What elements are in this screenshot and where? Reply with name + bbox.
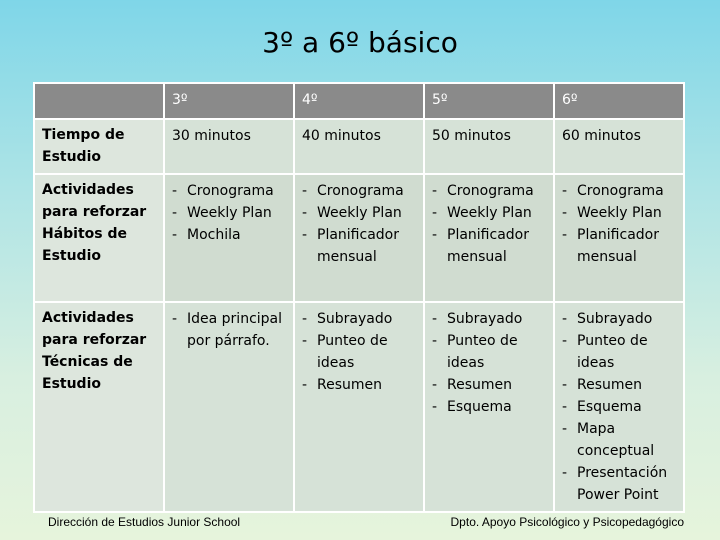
cell-text: 40 minutos (302, 128, 381, 144)
list-item: - Weekly Plan (172, 202, 286, 224)
list-item: - Planificador mensual (562, 224, 676, 268)
list-item: - Esquema (562, 396, 676, 418)
list-item: - Weekly Plan (432, 202, 546, 224)
list-item: - Planificador mensual (302, 224, 416, 268)
list-item: - Punteo de ideas (562, 330, 676, 374)
study-plan-table (33, 82, 685, 513)
page-title: 3º a 6º básico (262, 26, 458, 59)
footer-right: Dpto. Apoyo Psicológico y Psicopedagógico (450, 515, 684, 529)
activity-list (432, 180, 546, 268)
table-cell (294, 119, 424, 174)
table-cell (554, 174, 684, 302)
table-cell (424, 174, 554, 302)
list-item: - Idea principal por párrafo. (172, 308, 286, 352)
table-cell (164, 302, 294, 512)
activity-list (172, 308, 286, 352)
cell-text: 30 minutos (172, 128, 251, 144)
header-grade-4: 4º (294, 83, 424, 119)
table-cell (294, 174, 424, 302)
table-header-row (34, 83, 684, 119)
list-item: - Subrayado (562, 308, 676, 330)
row-label: Tiempo de Estudio (34, 119, 164, 174)
list-item: - Resumen (562, 374, 676, 396)
list-item: - Resumen (432, 374, 546, 396)
list-item: - Subrayado (432, 308, 546, 330)
table-cell (424, 302, 554, 512)
list-item: - Weekly Plan (562, 202, 676, 224)
activity-list (432, 308, 546, 418)
table-cell (554, 302, 684, 512)
table-cell (294, 302, 424, 512)
table-cell (554, 119, 684, 174)
header-corner-cell (34, 83, 164, 119)
table-row (34, 302, 684, 512)
list-item: - Subrayado (302, 308, 416, 330)
table-cell (164, 174, 294, 302)
header-grade-5: 5º (424, 83, 554, 119)
list-item: - Esquema (432, 396, 546, 418)
header-grade-6: 6º (554, 83, 684, 119)
activity-list (172, 180, 286, 246)
list-item: - Mochila (172, 224, 286, 246)
header-grade-3: 3º (164, 83, 294, 119)
row-label: Actividades para reforzar Hábitos de Estudio (34, 174, 164, 302)
list-item: - Cronograma (302, 180, 416, 202)
list-item: - Presentación Power Point (562, 462, 676, 506)
table-cell (164, 119, 294, 174)
activity-list (562, 180, 676, 268)
list-item: - Cronograma (562, 180, 676, 202)
list-item: - Cronograma (172, 180, 286, 202)
row-label: Actividades para reforzar Técnicas de Estudio (34, 302, 164, 512)
list-item: - Weekly Plan (302, 202, 416, 224)
footer-left: Dirección de Estudios Junior School (48, 515, 241, 529)
table-cell (424, 119, 554, 174)
activity-list (302, 308, 416, 396)
cell-text: 60 minutos (562, 128, 641, 144)
list-item: - Mapa conceptual (562, 418, 676, 462)
table-row (34, 174, 684, 302)
activity-list (302, 180, 416, 268)
list-item: - Punteo de ideas (302, 330, 416, 374)
list-item: - Resumen (302, 374, 416, 396)
list-item: - Punteo de ideas (432, 330, 546, 374)
activity-list (562, 308, 676, 506)
cell-text: 50 minutos (432, 128, 511, 144)
list-item: - Cronograma (432, 180, 546, 202)
list-item: - Planificador mensual (432, 224, 546, 268)
table-row (34, 119, 684, 174)
